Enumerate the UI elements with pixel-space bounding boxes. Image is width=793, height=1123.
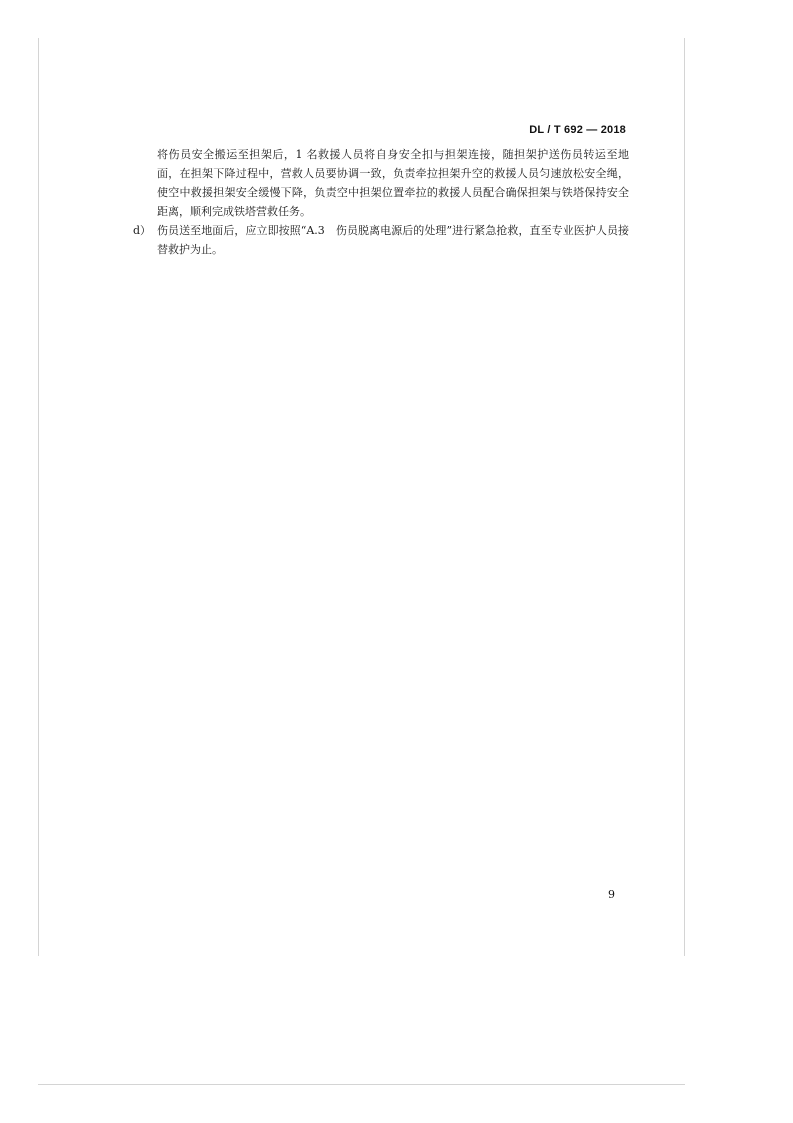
continued-paragraph: 将伤员安全搬运至担架后，1 名救援人员将自身安全扣与担架连接，随担架护送伤员转运至地面，在担架下降过程中，营救人员要协调一致，负责牵拉担架升空的救援人员匀速放松安全绳，使空中救援担架安全缓慢下降，负责空中担架位置牵拉的救援人员配合确保担架与铁塔保持安全距离，顺利完成铁塔营救任务。 [157, 148, 629, 218]
list-item-text: 伤员送至地面后，应立即按照“A.3 伤员脱离电源后的处理”进行紧急抢救，直至专业医护人员接替救护为止。 [157, 224, 629, 256]
page-number: 9 [608, 888, 615, 901]
page-border-bottom [38, 1084, 685, 1085]
document-code-header: DL / T 692 — 2018 [529, 124, 626, 136]
page-border-left [38, 38, 39, 956]
page-border-right [684, 38, 685, 956]
list-item-marker: d） [133, 224, 152, 237]
list-item-d [133, 221, 629, 259]
document-body [133, 145, 629, 259]
